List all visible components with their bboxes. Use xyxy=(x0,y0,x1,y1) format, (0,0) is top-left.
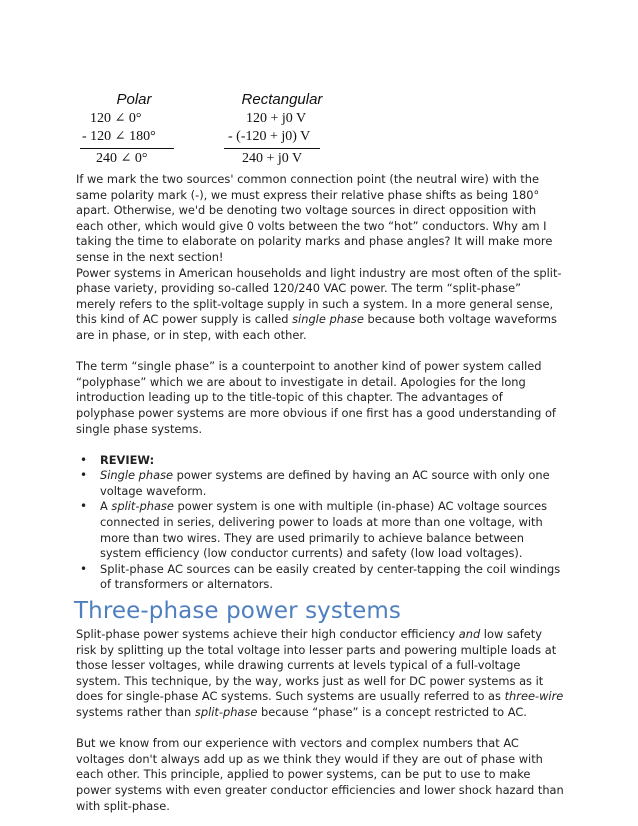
text-run: power system is one with multiple (in-phase) AC voltage sources connected in series, delivering power to loads at more than one voltage, with more than two wires. They are used primarily to achieve balance between system efficiency (low conductor currents) and safety (low load voltages). xyxy=(100,499,548,561)
polar-sum-rule xyxy=(80,148,174,149)
text-run: power systems are defined by having an AC source with only one voltage waveform. xyxy=(100,468,550,498)
polar-row-2-angle: 180° xyxy=(129,129,156,144)
review-item-3 xyxy=(80,561,564,593)
text-run: A xyxy=(100,499,112,514)
rect-sum-rule xyxy=(224,148,320,149)
review-heading-item xyxy=(80,452,564,469)
rect-row-2: - (-120 + j0) V xyxy=(228,129,311,144)
polar-row-1-magnitude: 120 xyxy=(90,111,111,126)
bullet-icon: • xyxy=(80,468,88,483)
spacer xyxy=(76,344,564,360)
polar-row-2-magnitude: 120 xyxy=(90,129,112,144)
body-text xyxy=(76,172,564,814)
angle-symbol: ∠ xyxy=(120,151,132,166)
spacer xyxy=(76,437,564,453)
review-heading: REVIEW: xyxy=(100,452,155,467)
text-run: because “phase” is a concept restricted to AC. xyxy=(257,705,527,719)
polar-row-3 xyxy=(74,150,184,168)
polar-column xyxy=(74,90,184,168)
review-item-1 xyxy=(80,468,564,499)
bullet-icon: • xyxy=(80,499,88,514)
rect-row-1: 120 + j0 V xyxy=(246,111,307,126)
emphasis-single-phase: single phase xyxy=(292,312,364,327)
paragraph-polyphase: The term “single phase” is a counterpoint to another kind of power system called “polyphase” which we are about to investigate in detail. Apologies for the long introduction leading up to the title-topic of this chapter. The advantages of polyphase power systems are more obvious if one first has a good understanding of single phase systems. xyxy=(76,359,556,436)
angle-symbol: ∠ xyxy=(114,111,126,126)
text-run: low safety risk by splitting up the total voltage into lesser parts and powering multiple loads at those lesser voltages, while drawing currents at levels typical of a full-voltage system. This technique, by the way, works just as well for DC power systems as it does for single-phase AC systems. Such systems are usually referred to as xyxy=(76,627,557,704)
emphasis-and: and xyxy=(458,627,481,642)
polar-row-1 xyxy=(74,110,184,128)
text-run: Split-phase power systems achieve their high conductor efficiency xyxy=(76,627,459,642)
polar-row-3-magnitude: 240 xyxy=(96,151,117,166)
polar-row-3-angle: 0° xyxy=(134,151,148,166)
bullet-icon: • xyxy=(80,561,88,576)
angle-symbol: ∠ xyxy=(114,129,126,144)
polar-header: Polar xyxy=(116,91,152,108)
section-title: Three-phase power systems xyxy=(74,598,401,625)
emphasis-single-phase: Single phase xyxy=(100,468,174,483)
paragraph-three-wire xyxy=(76,627,564,721)
phasor-subtraction-table xyxy=(74,90,334,170)
text-run: because both voltage waveforms are in phase, or in step, with each other. xyxy=(76,312,557,342)
paragraph-split-phase xyxy=(76,266,564,344)
rect-row-3: 240 + j0 V xyxy=(242,151,303,166)
polar-row-2-sign: - xyxy=(82,129,91,144)
emphasis-three-wire: three-wire xyxy=(504,689,564,704)
paragraph-polarity: If we mark the two sources' common connection point (the neutral wire) with the same polarity mark (-), we must express their relative phase shifts as being 180° apart. Otherwise, we'd be denoting two voltage sources in direct opposition with each other, which would give 0 volts between the two “hot” conductors. Why am I taking the time to elaborate on polarity marks and phase angles? It will make more sense in the next section! xyxy=(76,172,553,264)
polar-row-1-angle: 0° xyxy=(128,111,142,126)
bullet-icon: • xyxy=(80,452,88,467)
rectangular-header: Rectangular xyxy=(241,91,323,108)
spacer xyxy=(76,721,564,737)
emphasis-split-phase: split-phase xyxy=(194,705,258,719)
rectangular-column xyxy=(220,90,334,168)
emphasis-split-phase: split-phase xyxy=(111,499,174,514)
review-item-2 xyxy=(80,499,564,561)
paragraph-vectors: But we know from our experience with vectors and complex numbers that AC voltages don't always add up as we think they would if they are out of phase with each other. This principle, applied to power systems, can be put to use to make power systems with even greater conductor efficiencies and lower shock hazard than with split-phase. xyxy=(76,736,564,813)
polar-row-2 xyxy=(74,128,184,146)
text-run: Power systems in American households and light industry are most often of the split-phase variety, providing so-called 120/240 VAC power. The term “split-phase” merely refers to the split-voltage supply in such a system. In a more general sense, this kind of AC power supply is called xyxy=(76,265,562,327)
text-run: Split-phase AC sources can be easily created by center-tapping the coil windings of transformers or alternators. xyxy=(100,561,561,592)
text-run: systems rather than xyxy=(76,705,195,719)
review-list xyxy=(76,453,564,593)
